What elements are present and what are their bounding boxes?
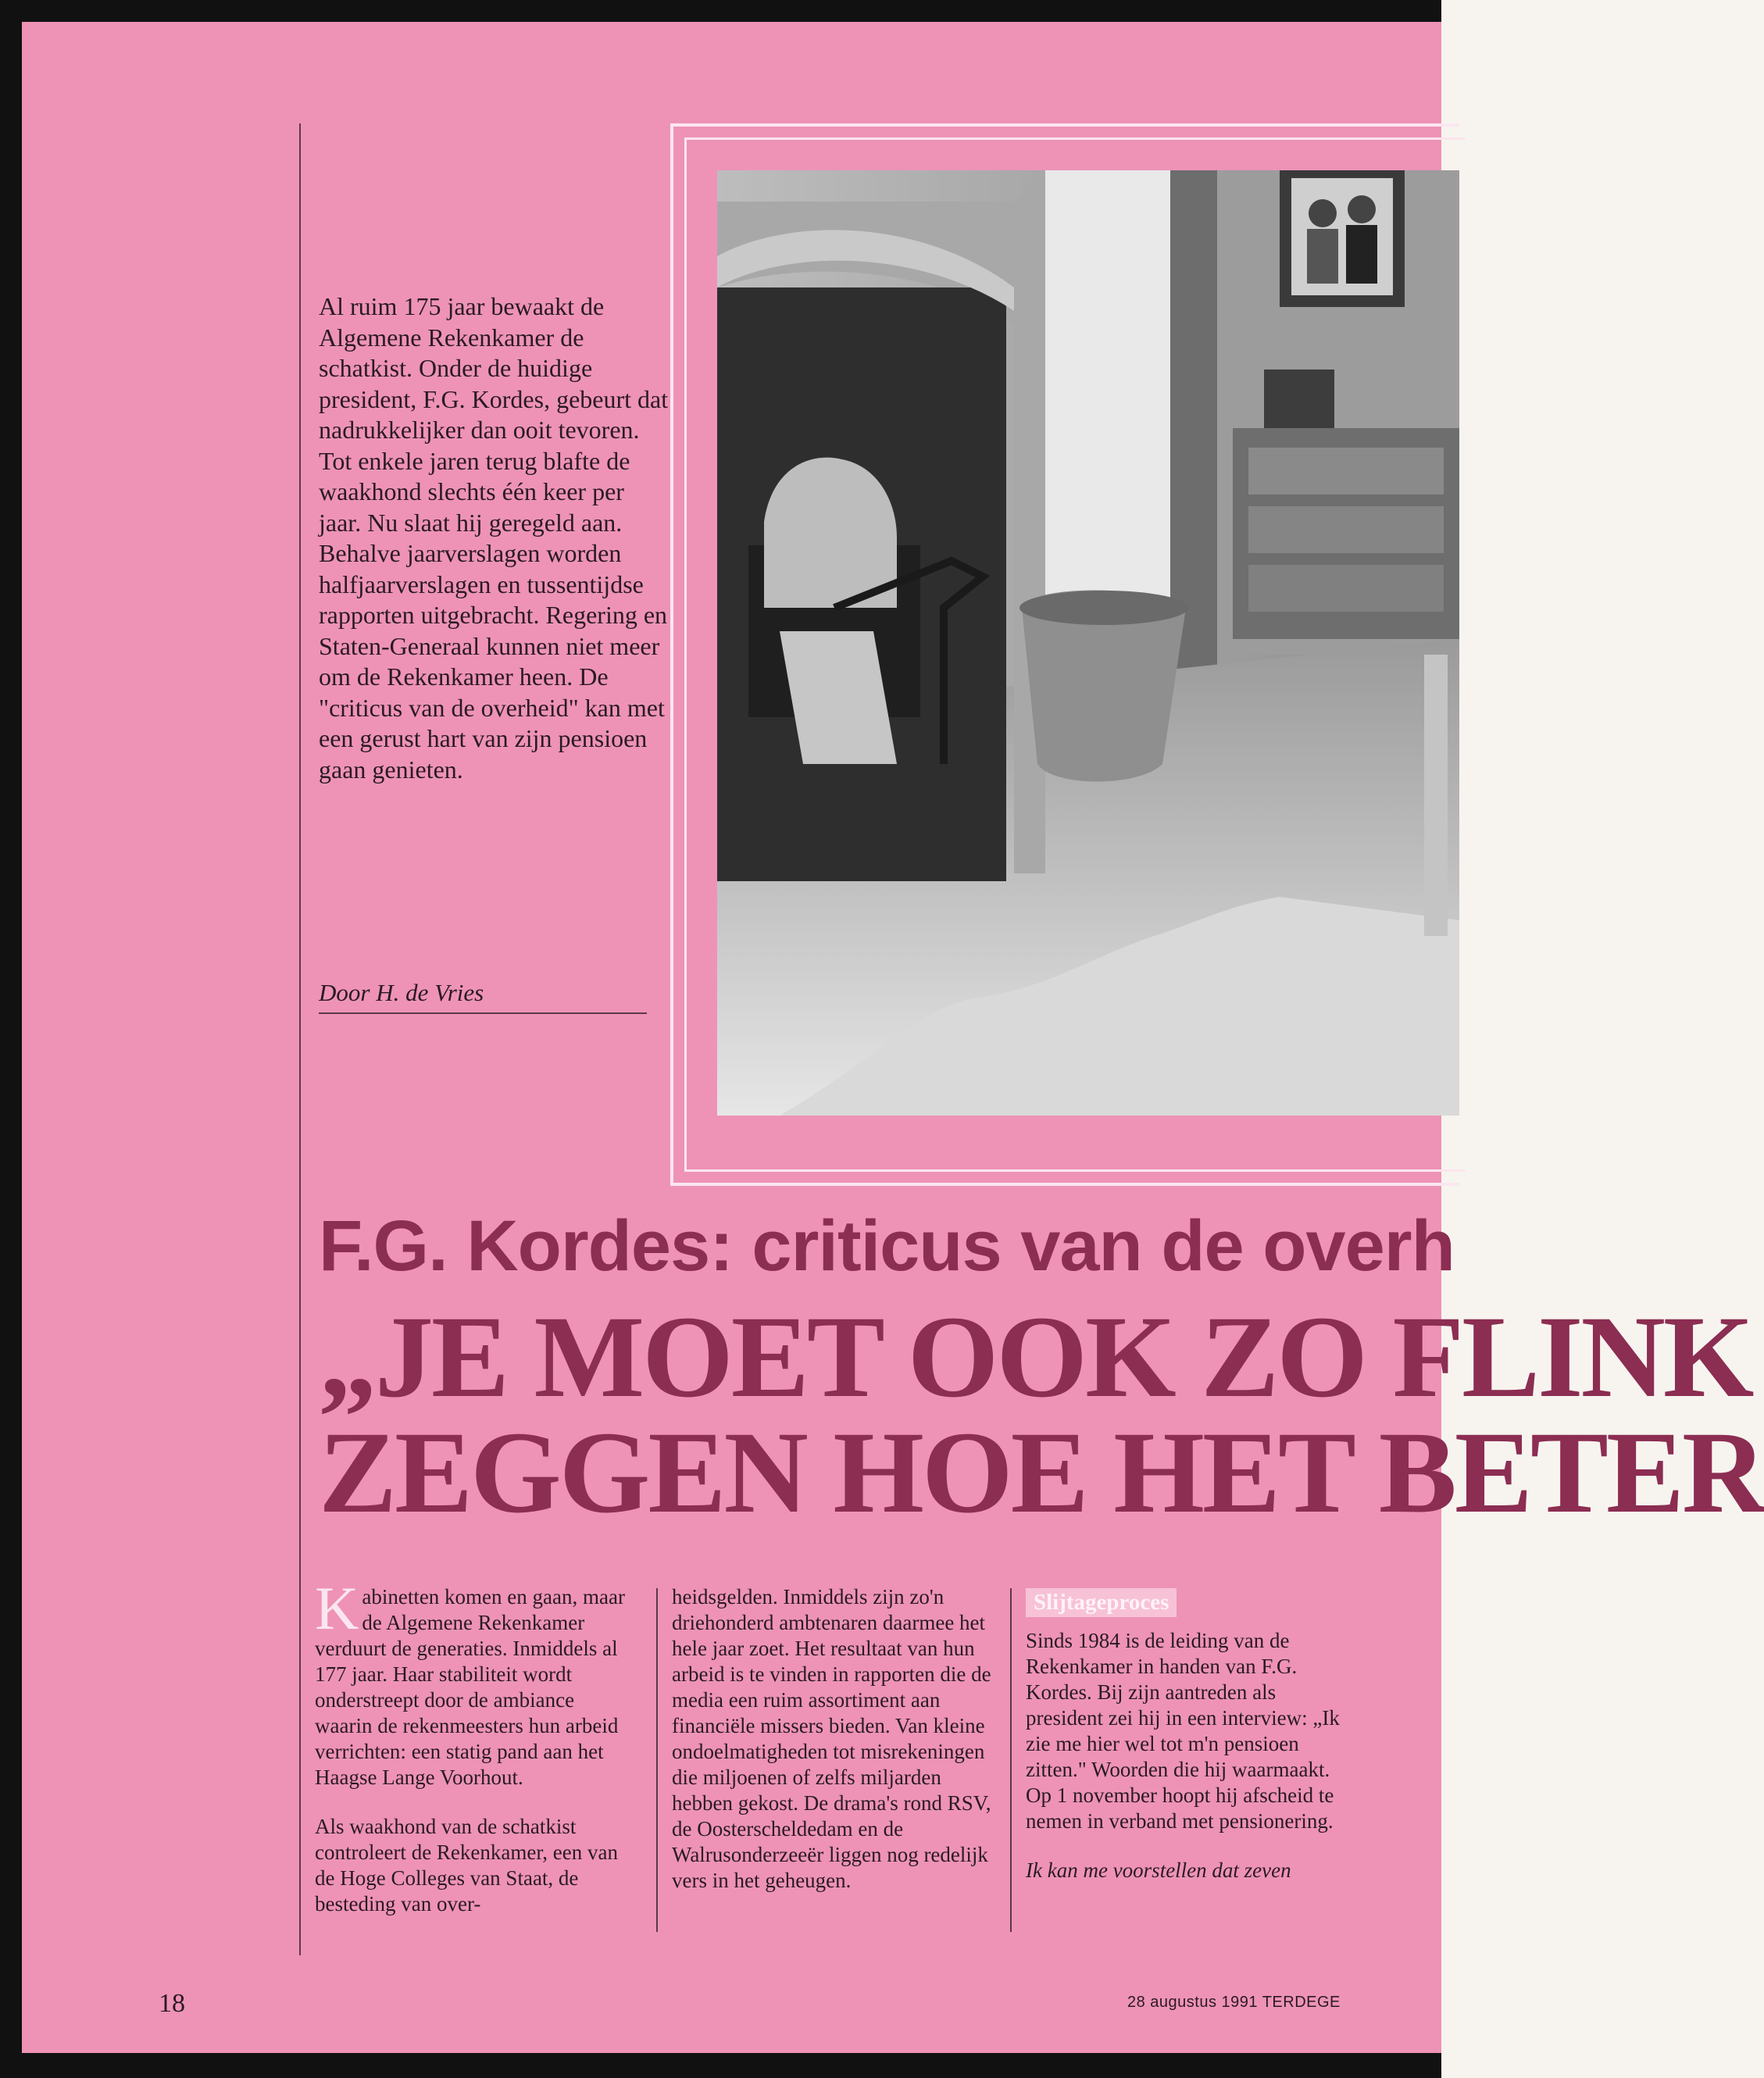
body-column-3 bbox=[1026, 1588, 1346, 1907]
article-kicker: F.G. Kordes: criticus van de overh bbox=[319, 1206, 1455, 1286]
interior-photo bbox=[717, 170, 1459, 1116]
subhead: Slijtageproces bbox=[1026, 1588, 1177, 1617]
scan-border-left bbox=[0, 0, 22, 2078]
page-number: 18 bbox=[159, 1989, 185, 2018]
body-column-2 bbox=[672, 1584, 992, 1917]
col2-paragraph-1: heidsgelden. Inmiddels zijn zo'n driehonderd ambtenaren daarmee het hele jaar zoet. Het resultaat van hun arbeid is te vinden in rapporten die de media een ruim assortiment aan financiële missers bieden. Van kleine ondoelmatigheden tot misrekeningen die miljoenen of zelfs miljarden hebben gekost. De drama's rond RSV, de Oosterscheldedam en de Walrusonderzeeër liggen nog redelijk vers in het geheugen. bbox=[672, 1585, 991, 1892]
scan-border-top bbox=[0, 0, 1441, 22]
col3-paragraph-2: Ik kan me voorstellen dat zeven bbox=[1026, 1858, 1291, 1882]
headline-line-1: „JE MOET OOK ZO FLINK bbox=[319, 1292, 1752, 1422]
article-headline bbox=[319, 1292, 1764, 1537]
headline-line-2: ZEGGEN HOE HET BETER bbox=[319, 1408, 1764, 1537]
photo-illustration bbox=[717, 170, 1459, 1116]
col1-paragraph-1 bbox=[315, 1574, 635, 1791]
magazine-page bbox=[22, 22, 1764, 2053]
intro-text: Al ruim 175 jaar bewaakt de Algemene Rekenkamer de schatkist. Onder de huidige president, F.G. Kordes, gebeurt dat nadrukkelijker dan ooit tevoren. Tot enkele jaren terug blafte de waakhond slechts één keer per jaar. Nu slaat hij geregeld aan. Behalve jaarverslagen worden halfjaarverslagen en tussentijdse rapporten uitgebracht. Regering en Staten-Generaal kunnen niet meer om de Rekenkamer heen. De "criticus van de overheid" kan met een gerust hart van zijn pensioen gaan genieten. bbox=[319, 292, 669, 784]
left-column-rule bbox=[299, 123, 301, 1955]
column-rule-1 bbox=[656, 1588, 658, 1932]
body-column-1 bbox=[315, 1574, 635, 1941]
issue-footer: 28 augustus 1991 TERDEGE bbox=[1127, 1994, 1341, 2011]
byline-rule bbox=[319, 1012, 647, 1014]
col1-paragraph-2: Als waakhond van de schatkist controleert de Rekenkamer, een van de Hoge Colleges van Staat, de besteding van over- bbox=[315, 1815, 618, 1916]
col3-paragraph-1: Sinds 1984 is de leiding van de Rekenkamer in handen van F.G. Kordes. Bij zijn aantreden als president zei hij in een interview: „Ik zie me hier wel tot m'n pensioen zitten." Woorden die hij waarmaakt. Op 1 november hoopt hij afscheid te nemen in verband met pensionering. bbox=[1026, 1629, 1340, 1833]
dropcap: K bbox=[315, 1574, 359, 1642]
col1-paragraph-1-text: abinetten komen en gaan, maar de Algemene Rekenkamer verduurt de generaties. Inmiddels al 177 jaar. Haar stabiliteit wordt onderstreept door de ambiance waarin de rekenmeesters hun arbeid verrichten: een statig pand aan het Haagse Lange Voorhout. bbox=[315, 1585, 625, 1789]
column-rule-2 bbox=[1010, 1588, 1012, 1932]
scan-border-bottom bbox=[0, 2053, 1441, 2078]
byline: Door H. de Vries bbox=[319, 979, 484, 1006]
